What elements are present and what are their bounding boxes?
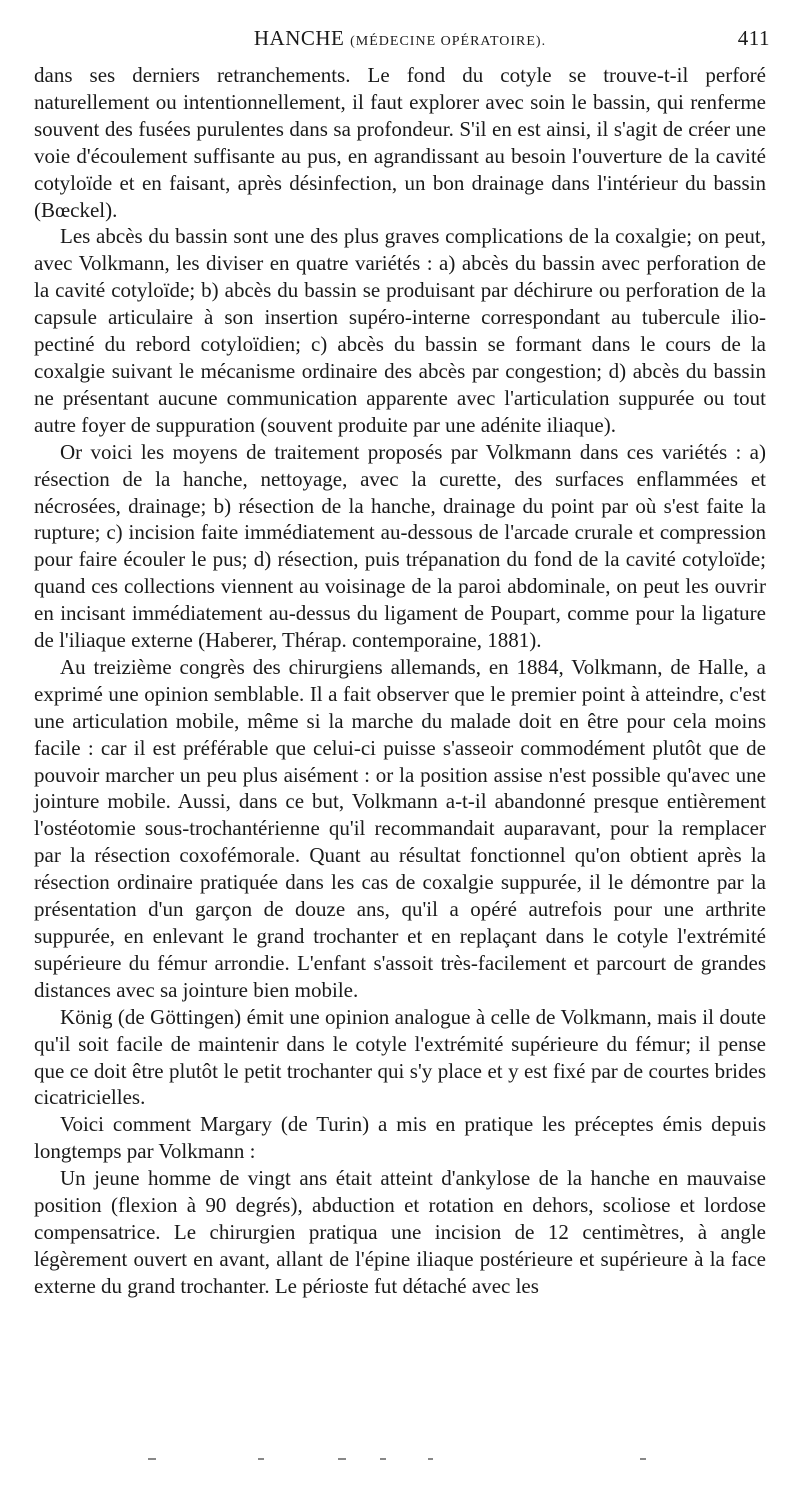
paragraph: dans ses derniers retranchements. Le fond du cotyle se trouve-t-il perforé naturellement ou intentionnellement, il faut explorer avec soin le bassin, qui renferme souvent des fusées purulentes dans sa profondeur. S'il en est ainsi, il s'agit de créer une voie d'écoulement suffisante au pus, en agrandissant au besoin l'ouverture de la cavité cotyloïde et en faisant, après désinfection, un bon drainage dans l'intérieur du bassin (Bœckel). bbox=[34, 63, 766, 222]
print-mark bbox=[338, 1458, 346, 1460]
running-header bbox=[30, 26, 770, 60]
print-marks bbox=[0, 1458, 800, 1468]
header-title: HANCHE bbox=[253, 26, 345, 50]
print-mark bbox=[380, 1458, 386, 1460]
print-mark bbox=[148, 1458, 156, 1460]
paragraph: Les abcès du bassin sont une des plus graves complications de la coxalgie; on peut, avec Volkmann, les diviser en quatre variétés : a) abcès du bassin avec perforation de la cavité cotyloïde; b) abcès du bassin se produisant par déchirure ou perforation de la capsule articulaire à son insertion supéro-interne correspondant au tubercule ilio-pectiné du rebord cotyloïdien; c) abcès du bassin se formant dans le cours de la coxalgie suivant le mécanisme ordinaire des abcès par congestion; d) abcès du bassin ne présentant aucune communication apparente avec l'articulation suppurée ou tout autre foyer de suppuration (souvent produite par une adénite iliaque). bbox=[34, 224, 766, 437]
print-mark bbox=[428, 1458, 433, 1460]
body-text bbox=[34, 62, 766, 1300]
paragraph: Voici comment Margary (de Turin) a mis en pratique les préceptes émis depuis longtemps par Volkmann : bbox=[34, 1112, 766, 1164]
print-mark bbox=[258, 1458, 264, 1460]
paragraph: Or voici les moyens de traitement proposés par Volkmann dans ces variétés : a) résection de la hanche, nettoyage, avec la curette, des surfaces enflammées et nécrosées, drainage; b) résection de la hanche, drainage du point par où s'est faite la rupture; c) incision faite immédiatement au-dessous de l'arcade crurale et compression pour faire écouler le pus; d) résection, puis trépanation du fond de la cavité cotyloïde; quand ces collections viennent au voisinage de la paroi abdominale, on peut les ouvrir en incisant immédiatement au-dessus du ligament de Poupart, comme pour la ligature de l'iliaque externe (Haberer, Thérap. contemporaine, 1881). bbox=[34, 439, 766, 653]
header-title-line bbox=[30, 26, 770, 51]
header-subtitle: (MÉDECINE OPÉRATOIRE). bbox=[350, 34, 547, 49]
paragraph: Un jeune homme de vingt ans était atteint d'ankylose de la hanche en mauvaise position (flexion à 90 degrés), abduction et rotation en dehors, scoliose et lordose compensatrice. Le chirurgien pratiqua une incision de 12 centimètres, à angle légèrement ouvert en avant, allant de l'épine iliaque postérieure et supérieure à la face externe du grand trochanter. Le périoste fut détaché avec les bbox=[34, 1166, 766, 1298]
print-mark bbox=[640, 1458, 646, 1460]
paragraph: König (de Göttingen) émit une opinion analogue à celle de Volkmann, mais il doute qu'il soit facile de maintenir dans le cotyle l'extrémité supérieure du fémur; il pense que ce doit être plutôt le petit trochanter qui s'y place et y est fixé par de courtes brides cicatricielles. bbox=[34, 1004, 766, 1110]
page-number: 411 bbox=[737, 26, 770, 50]
paragraph: Au treizième congrès des chirurgiens allemands, en 1884, Volkmann, de Halle, a exprimé une opinion semblable. Il a fait observer que le premier point à atteindre, c'est une articulation mobile, même si la marche du malade doit en être pour cela moins facile : car il est préférable que celui-ci puisse s'asseoir commodément plutôt que de pouvoir marcher un peu plus aisément : or la position assise n'est possible qu'avec une jointure mobile. Aussi, dans ce but, Volkmann a-t-il abandonné presque entièrement l'ostéotomie sous-trochantérienne qu'il recommandait auparavant, pour la remplacer par la résection coxofémorale. Quant au résultat fonctionnel qu'on obtient après la résection ordinaire pratiquée dans les cas de coxalgie suppurée, il le démontre par la présentation d'un garçon de douze ans, qu'il a opéré autrefois pour une arthrite suppurée, en enlevant le grand trochanter et en replaçant dans le cotyle l'extrémité supérieure du fémur arrondie. L'enfant s'assoit très-facilement et parcourt de grandes distances avec sa jointure bien mobile. bbox=[34, 654, 766, 1002]
